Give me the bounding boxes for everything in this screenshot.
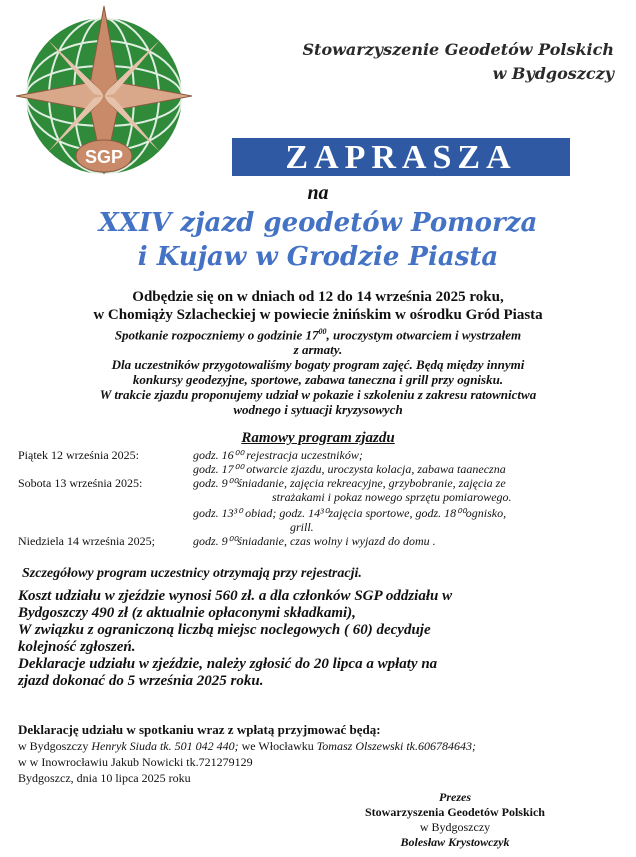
cost-line-1: Koszt udziału w zjeździe wynosi 560 zł. a dla członków SGP oddziału w: [18, 588, 453, 604]
headline-line-1: XXIV zjazd geodetów Pomorza: [98, 208, 538, 238]
schedule-saturday-item-4: grill.: [290, 520, 314, 534]
schedule-sunday-item-1: godz. 9⁰⁰śniadanie, czas wolny i wyjazd do domu .: [193, 534, 436, 548]
contacts-line-1: w Bydgoszczy Henryk Siuda tk. 501 042 440; we Włocławku Tomasz Olszewski tk.606784643;: [18, 739, 476, 753]
schedule-saturday-item-1: godz. 9⁰⁰śniadanie, zajęcia rekreacyjne, grzybobranie, zajęcia ze: [193, 476, 506, 490]
program-title: Ramowy program zjazdu: [241, 430, 395, 446]
schedule-saturday-day: Sobota 13 września 2025:: [18, 476, 143, 490]
intro-line-4: z armaty.: [293, 342, 343, 358]
schedule-friday-item-2: godz. 17⁰⁰ otwarcie zjazdu, uroczysta kolacja, zabawa taaneczna: [193, 462, 506, 476]
signature-org-2: w Bydgoszczy: [419, 820, 491, 834]
schedule-friday-day: Piątek 12 września 2025:: [18, 448, 139, 462]
limit-line-2: kolejność zgłoszeń.: [18, 639, 136, 655]
intro-line-2: w Chomiąży Szlacheckiej w powiecie żnińskim w ośrodku Gród Piasta: [93, 307, 543, 323]
headline-line-2: i Kujaw w Grodzie Piasta: [137, 242, 499, 272]
limit-line-1: W związku z ograniczoną liczbą miejsc noclegowych ( 60) decyduje: [18, 622, 431, 638]
deadline-line-1: Deklaracje udziału w zjeździe, należy zgłosić do 20 lipca a wpłaty na: [18, 656, 438, 672]
schedule-saturday-item-2: strażakami i pokaz nowego sprzętu pomiarowego.: [272, 490, 512, 504]
org-line-2: w Bydgoszczy: [492, 64, 614, 83]
signature-title: Prezes: [439, 790, 471, 804]
contacts-heading: Deklarację udziału w spotkaniu wraz z wpłatą przyjmować będą:: [18, 722, 381, 737]
schedule-saturday-item-3: godz. 13³⁰ obiad; godz. 14³⁰zajęcia sportowe, godz. 18⁰⁰ognisko,: [193, 506, 507, 520]
schedule-friday-item-1: godz. 16⁰⁰ rejestracja uczestników;: [193, 448, 363, 462]
logo-text: SGP: [84, 147, 124, 167]
invitation-banner: ZAPRASZA: [232, 138, 570, 176]
intro-line-3: Spotkanie rozpoczniemy o godzinie $17^{00}$, uroczystym otwarciem i wystrzałem: [114, 327, 522, 343]
intro-line-6: konkursy geodezyjne, sportowe, zabawa taneczna i grill przy ognisku.: [132, 372, 504, 388]
na-label: na: [307, 182, 329, 204]
intro-line-5: Dla uczestników przygotowaliśmy bogaty program zajęć. Będą między innymi: [111, 357, 525, 373]
signature-block: [330, 790, 580, 850]
participation-details: [18, 588, 618, 690]
org-line-1: Stowarzyszenie Geodetów Polskich: [302, 40, 614, 59]
schedule-sunday-day: Niedziela 14 września 2025;: [18, 534, 155, 548]
contacts-line-2: w w Inowrocławiu Jakub Nowicki tk.721279129: [18, 755, 253, 769]
intro-line-1: Odbędzie się on w dniach od 12 do 14 września 2025 roku,: [132, 289, 504, 305]
cost-line-2: Bydgoszczy 490 zł (z aktualnie opłaconymi składkami),: [18, 605, 356, 621]
signature-org-1: Stowarzyszenia Geodetów Polskich: [365, 805, 545, 819]
registration-note: Szczegółowy program uczestnicy otrzymają przy rejestracji.: [22, 566, 362, 581]
signature-name: Bolesław Krystowczyk: [400, 835, 510, 849]
intro-line-7: W trakcie zjazdu proponujemy udział w pokazie i szkoleniu z zakresu ratownictwa: [99, 387, 537, 403]
intro-line-8: wodnego i sytuacji kryzysowych: [233, 402, 403, 418]
deadline-line-2: zjazd dokonać do 5 września 2025 roku.: [18, 673, 264, 689]
contacts-section: [18, 722, 628, 786]
document-date: Bydgoszcz, dnia 10 lipca 2025 roku: [18, 771, 191, 785]
